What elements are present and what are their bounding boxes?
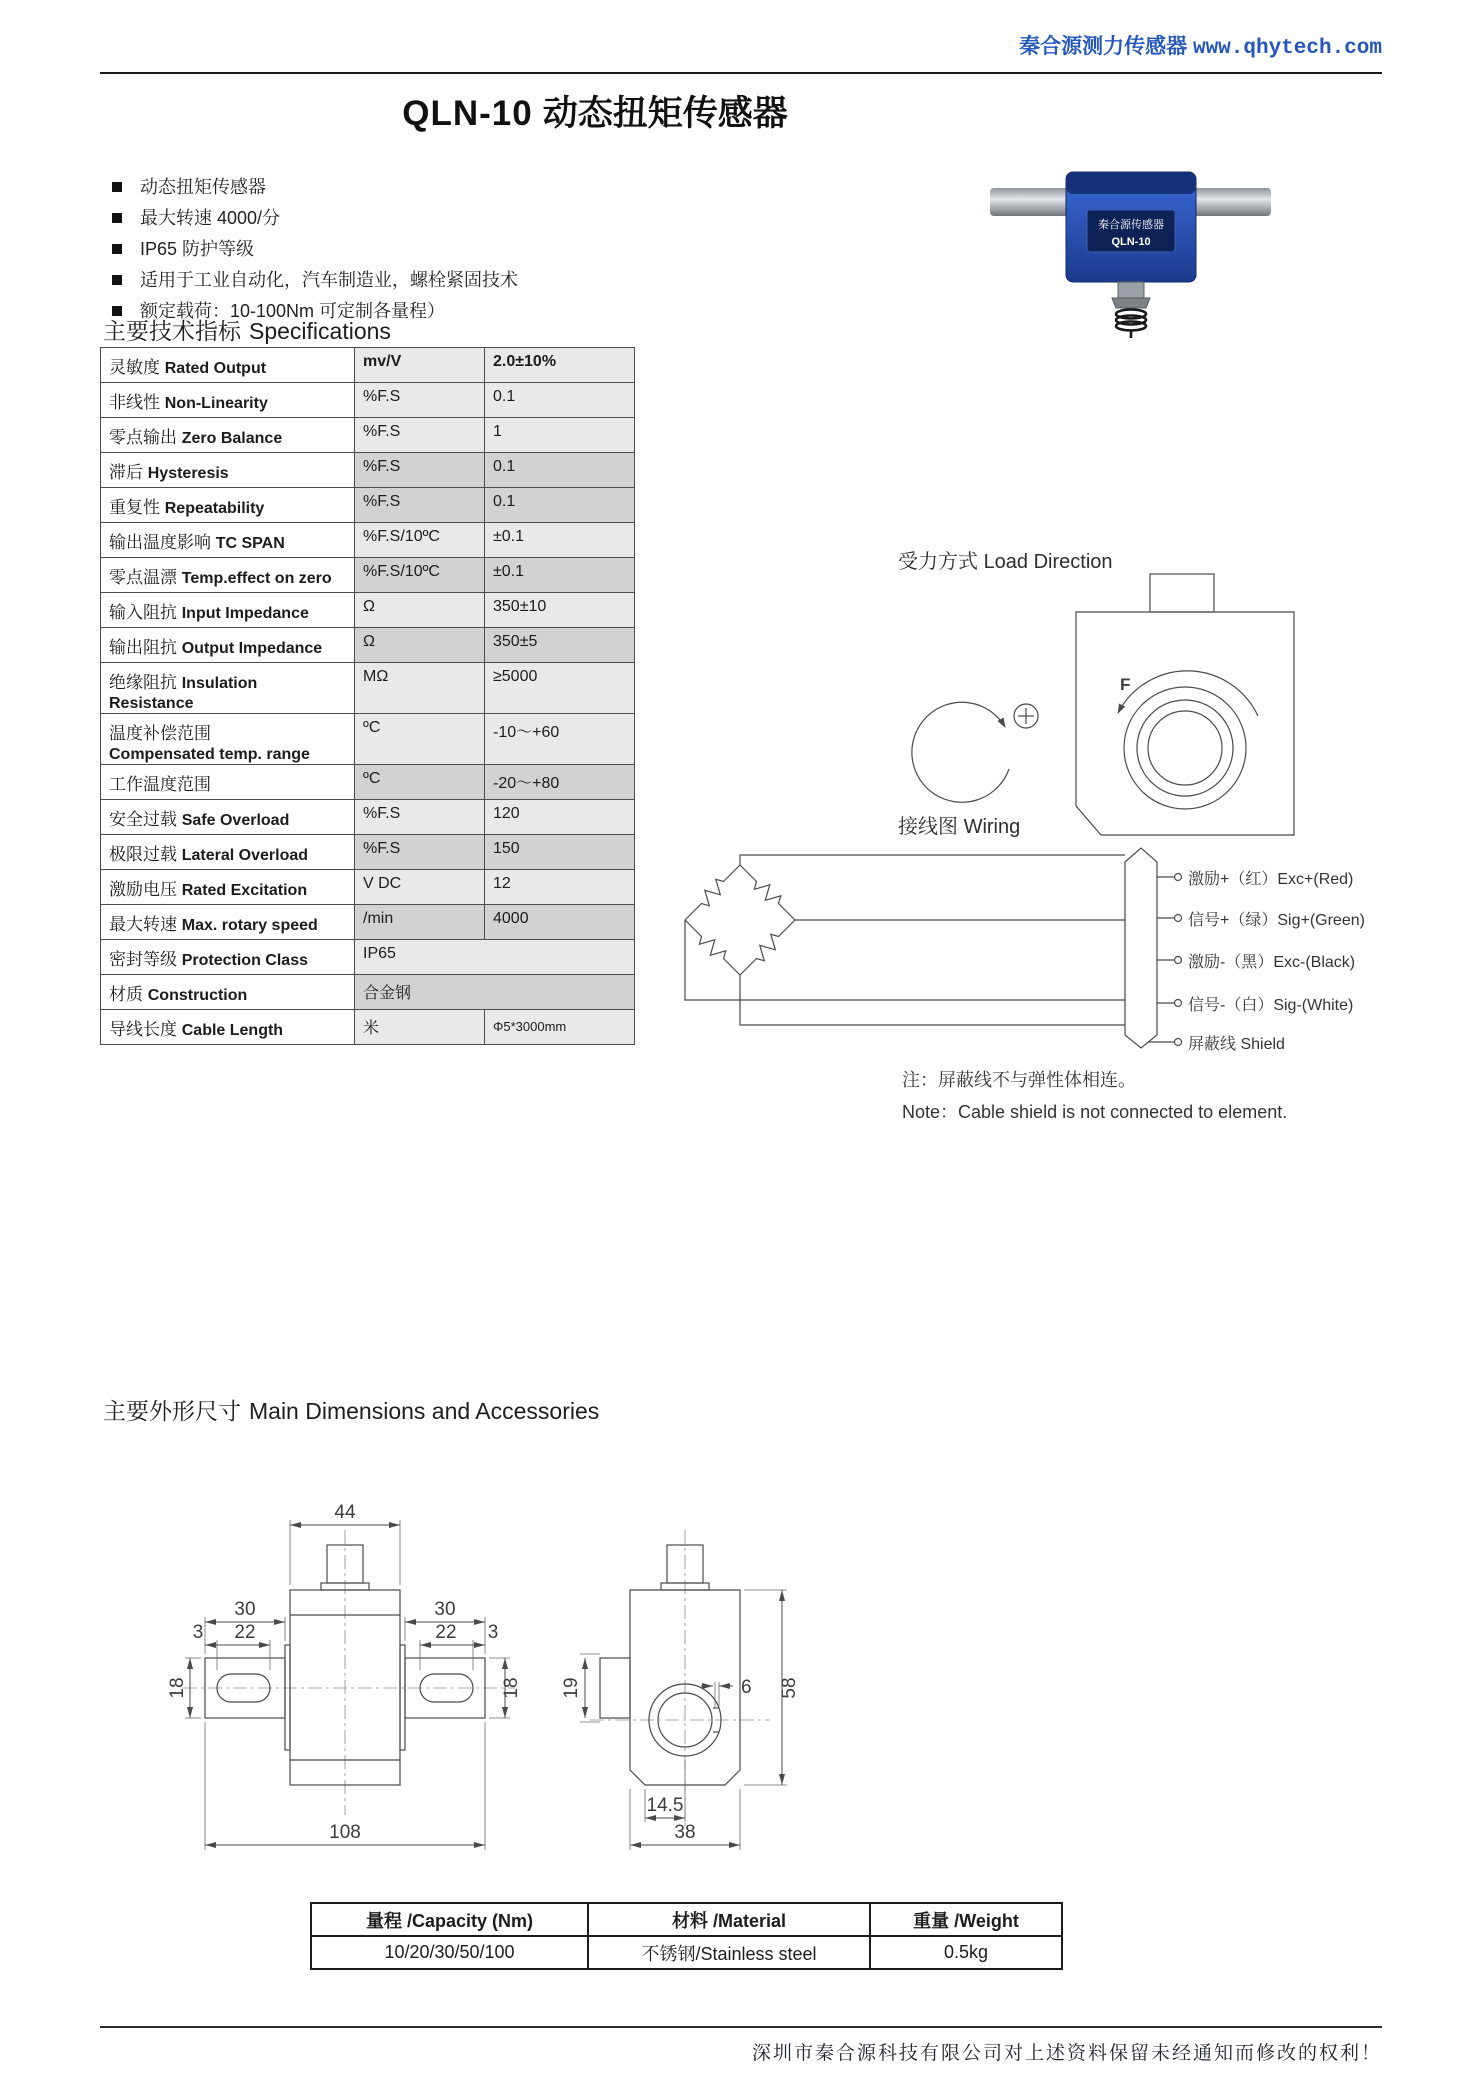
spec-label-zh: 安全过载 — [109, 810, 177, 829]
spec-unit-cell: MΩ — [355, 663, 485, 714]
spec-label-cell — [101, 663, 355, 714]
dim-front-width: 44 — [334, 1502, 356, 1523]
spec-label-cell — [101, 940, 355, 975]
spec-unit-cell: %F.S/10ºC — [355, 523, 485, 558]
spec-value-cell: 120 — [485, 800, 635, 835]
wiring-note-en: Note：Cable shield is not connected to element. — [902, 1102, 1288, 1122]
spec-unit-cell: mv/V — [355, 348, 485, 383]
spec-unit-cell: %F.S/10ºC — [355, 558, 485, 593]
spec-row — [101, 940, 635, 975]
spec-label-en: Rated Excitation — [181, 882, 308, 899]
spec-label-cell — [101, 383, 355, 418]
specs-heading — [103, 313, 391, 346]
spec-label-en: Repeatability — [164, 500, 265, 517]
spec-row — [101, 488, 635, 523]
wiring-terminal-label: 信号-（白）Sig-(White) — [1188, 997, 1354, 1014]
dim-side-shaft-dia: 19 — [561, 1677, 582, 1699]
side-dimensions — [561, 1590, 800, 1845]
load-direction-heading-zh: 受力方式 — [898, 551, 978, 573]
spec-row — [101, 905, 635, 940]
spec-label-cell — [101, 765, 355, 800]
spec-label-zh: 温度补偿范围 — [109, 724, 211, 743]
sensor-cable-coil — [1116, 310, 1146, 339]
dim-side-hole-offset: 14.5 — [646, 1795, 684, 1816]
spec-unit-cell: %F.S — [355, 800, 485, 835]
spec-label-en: Lateral Overload — [181, 847, 309, 864]
spec-value-cell: 4000 — [485, 905, 635, 940]
spec-label-zh: 激励电压 — [109, 880, 177, 899]
spec-label-cell — [101, 835, 355, 870]
spec-row — [101, 975, 635, 1010]
spec-label-cell — [101, 905, 355, 940]
feature-item — [112, 172, 518, 203]
spec-label-en: Non-Linearity — [164, 395, 268, 412]
capacity-header-cell: 材料 /Material — [588, 1903, 870, 1936]
spec-value-cell: ±0.1 — [485, 523, 635, 558]
spec-value-cell: Φ5*3000mm — [485, 1010, 635, 1045]
spec-unit-cell: /min — [355, 905, 485, 940]
square-bullet-icon — [112, 182, 122, 192]
spec-label-zh: 重复性 — [109, 498, 160, 517]
wiring-terminal-label: 激励+（红）Exc+(Red) — [1188, 871, 1354, 888]
spec-label-cell — [101, 453, 355, 488]
spec-row — [101, 628, 635, 663]
dimensions-heading-en: Main Dimensions and Accessories — [249, 1398, 600, 1424]
dim-front-right-edge: 3 — [487, 1622, 499, 1643]
page-title — [100, 86, 1090, 136]
dim-side-key-width: 6 — [741, 1677, 752, 1698]
spec-row — [101, 1010, 635, 1045]
spec-unit-cell: 米 — [355, 1010, 485, 1045]
feature-item — [112, 203, 518, 234]
spec-label-cell — [101, 800, 355, 835]
wiring-heading-en: Wiring — [963, 816, 1021, 838]
spec-label-en: Compensated temp. range — [109, 746, 310, 763]
wiring-schematic — [670, 840, 1186, 1055]
spec-label-en: TC SPAN — [215, 535, 285, 552]
load-direction-heading-en: Load Direction — [983, 551, 1113, 573]
sensor-label-model: QLN-10 — [1111, 236, 1151, 248]
spec-unit-cell: IP65 — [355, 940, 635, 975]
spec-label-en: Zero Balance — [181, 430, 283, 447]
spec-label-zh: 密封等级 — [109, 950, 177, 969]
spec-row — [101, 383, 635, 418]
spec-row — [101, 593, 635, 628]
spec-value-cell: ≥5000 — [485, 663, 635, 714]
feature-text: 额定载荷：10-100Nm 可定制各量程） — [140, 301, 446, 321]
spec-value-cell: 0.1 — [485, 453, 635, 488]
spec-label-cell — [101, 523, 355, 558]
spec-unit-cell: %F.S — [355, 453, 485, 488]
feature-text: 适用于工业自动化，汽车制造业，螺栓紧固技术 — [140, 270, 518, 290]
spec-row — [101, 558, 635, 593]
spec-label-zh: 工作温度范围 — [109, 775, 211, 794]
dimensions-heading-zh: 主要外形尺寸 — [103, 1398, 241, 1424]
terminal-stubs — [1148, 874, 1182, 1046]
specs-heading-en: Specifications — [249, 318, 391, 344]
spec-label-zh: 输入阻抗 — [109, 603, 177, 622]
spec-label-en: Output Impedance — [181, 640, 323, 657]
side-view-drawing — [555, 1430, 815, 1870]
spec-label-en: Safe Overload — [181, 812, 290, 829]
wiring-terminal-label: 激励-（黑）Exc-(Black) — [1188, 954, 1356, 971]
spec-label-zh: 最大转速 — [109, 915, 177, 934]
capacity-header-cell: 量程 /Capacity (Nm) — [311, 1903, 588, 1936]
feature-text: 最大转速 4000/分 — [140, 208, 281, 228]
dim-front-left-edge: 3 — [192, 1622, 204, 1643]
feature-text: 动态扭矩传感器 — [140, 177, 266, 197]
spec-label-zh: 非线性 — [109, 393, 160, 412]
spec-label-cell — [101, 488, 355, 523]
dim-front-right-dia: 18 — [501, 1677, 522, 1699]
wiring-note-zh: 注：屏蔽线不与弹性体相连。 — [902, 1070, 1136, 1090]
torque-plus-icon — [1014, 704, 1038, 728]
spec-label-cell — [101, 1010, 355, 1045]
spec-label-zh: 零点输出 — [109, 428, 177, 447]
spec-row — [101, 663, 635, 714]
front-view-drawing — [165, 1430, 545, 1870]
header-rule — [100, 72, 1382, 74]
spec-label-cell — [101, 558, 355, 593]
capacity-value-row — [311, 1936, 1062, 1969]
specs-heading-zh: 主要技术指标 — [103, 318, 241, 344]
spec-unit-cell: ºC — [355, 765, 485, 800]
dim-front-left-key: 22 — [234, 1622, 256, 1643]
bridge-wires — [685, 855, 1125, 1025]
square-bullet-icon — [112, 244, 122, 254]
sensor-connector — [1118, 282, 1144, 298]
front-dimensions — [167, 1502, 522, 1845]
spec-label-en: Cable Length — [181, 1022, 284, 1039]
feature-item — [112, 265, 518, 296]
side-body-outline — [600, 1545, 740, 1785]
spec-label-en: Input Impedance — [181, 605, 309, 622]
spec-unit-cell: %F.S — [355, 488, 485, 523]
spec-label-en: Rated Output — [164, 360, 267, 377]
footer-disclaimer: 深圳市秦合源科技有限公司对上述资料保留未经通知而修改的权利！ — [751, 2042, 1382, 2064]
spec-row — [101, 800, 635, 835]
spec-unit-cell: %F.S — [355, 418, 485, 453]
dim-front-total: 108 — [329, 1822, 361, 1843]
spec-label-cell — [101, 348, 355, 383]
feature-list — [112, 172, 518, 327]
spec-value-cell: ±0.1 — [485, 558, 635, 593]
spec-label-cell — [101, 975, 355, 1010]
brand-site-url: www.qhytech.com — [1192, 37, 1382, 60]
spec-unit-cell: Ω — [355, 593, 485, 628]
spec-label-en: Insulation Resistance — [109, 675, 258, 712]
wiring-terminal-label: 信号+（绿）Sig+(Green) — [1188, 912, 1365, 929]
spec-label-en: Protection Class — [181, 952, 308, 969]
wiring-heading — [898, 810, 1020, 839]
wiring-heading-zh: 接线图 — [898, 816, 958, 838]
spec-label-zh: 滞后 — [109, 463, 143, 482]
sensor-body-top — [1066, 172, 1196, 194]
spec-value-cell: 1 — [485, 418, 635, 453]
spec-row — [101, 523, 635, 558]
spec-value-cell: -20～+80 — [485, 765, 635, 800]
spec-unit-cell: Ω — [355, 628, 485, 663]
spec-label-zh: 输出温度影响 — [109, 533, 211, 552]
spec-value-cell: 0.1 — [485, 488, 635, 523]
spec-row — [101, 714, 635, 765]
product-photo — [988, 158, 1273, 338]
square-bullet-icon — [112, 275, 122, 285]
feature-item — [112, 234, 518, 265]
spec-label-cell — [101, 418, 355, 453]
spec-row — [101, 418, 635, 453]
dim-front-left-dia: 18 — [167, 1677, 188, 1699]
dimensions-heading — [103, 1393, 599, 1426]
spec-label-cell — [101, 714, 355, 765]
spec-table — [100, 347, 635, 1045]
wheatstone-bridge — [685, 865, 795, 975]
spec-row — [101, 835, 635, 870]
sensor-nut — [1112, 298, 1150, 308]
spec-value-cell: -10～+60 — [485, 714, 635, 765]
cable-bundle — [1125, 848, 1157, 1048]
rotation-arrow — [912, 702, 1009, 802]
spec-value-cell: 350±5 — [485, 628, 635, 663]
spec-label-zh: 输出阻抗 — [109, 638, 177, 657]
spec-table-body — [101, 348, 635, 1045]
spec-unit-cell: V DC — [355, 870, 485, 905]
spec-unit-cell: %F.S — [355, 835, 485, 870]
spec-unit-cell: 合金钢 — [355, 975, 635, 1010]
spec-unit-cell: ºC — [355, 714, 485, 765]
model-number: QLN-10 — [402, 94, 533, 133]
sensor-label-brand: 秦合源传感器 — [1098, 219, 1164, 231]
capacity-header-cell: 重量 /Weight — [870, 1903, 1062, 1936]
capacity-value-cell: 不锈钢/Stainless steel — [588, 1936, 870, 1969]
dim-side-height: 58 — [779, 1677, 800, 1699]
spec-value-cell: 12 — [485, 870, 635, 905]
capacity-value-cell: 0.5kg — [870, 1936, 1062, 1969]
load-direction-diagram — [880, 560, 1320, 850]
spec-value-cell: 350±10 — [485, 593, 635, 628]
spec-label-en: Max. rotary speed — [181, 917, 318, 934]
spec-unit-cell: %F.S — [355, 383, 485, 418]
square-bullet-icon — [112, 213, 122, 223]
capacity-table — [310, 1902, 1063, 1970]
force-label: F — [1120, 675, 1131, 694]
front-extension-lines — [185, 1520, 510, 1850]
footer-rule — [100, 2026, 1382, 2028]
spec-value-cell: 0.1 — [485, 383, 635, 418]
spec-label-cell — [101, 870, 355, 905]
spec-row — [101, 348, 635, 383]
brand-name: 秦合源测力传感器 — [1019, 35, 1188, 58]
spec-label-en: Construction — [147, 987, 248, 1004]
spec-row — [101, 870, 635, 905]
spec-value-cell: 150 — [485, 835, 635, 870]
spec-label-zh: 材质 — [109, 985, 143, 1004]
spec-label-zh: 灵敏度 — [109, 358, 160, 377]
dim-front-right-len: 30 — [434, 1599, 456, 1620]
spec-row — [101, 453, 635, 488]
spec-label-zh: 极限过载 — [109, 845, 177, 864]
dim-front-right-key: 22 — [435, 1622, 457, 1643]
sensor-front-sketch — [1076, 574, 1294, 835]
capacity-header-row — [311, 1903, 1062, 1936]
capacity-value-cell: 10/20/30/50/100 — [311, 1936, 588, 1969]
header-brand-line — [100, 30, 1382, 60]
spec-value-cell: 2.0±10% — [485, 348, 635, 383]
spec-label-cell — [101, 628, 355, 663]
spec-label-cell — [101, 593, 355, 628]
spec-label-zh: 绝缘阻抗 — [109, 673, 177, 692]
spec-label-en: Temp.effect on zero — [181, 570, 332, 587]
wiring-diagram — [670, 840, 1470, 1055]
spec-row — [101, 765, 635, 800]
wiring-terminal-label: 屏蔽线 Shield — [1188, 1036, 1285, 1053]
feature-text: IP65 防护等级 — [140, 239, 255, 259]
spec-label-en: Hysteresis — [147, 465, 229, 482]
force-arc-arrow — [1118, 671, 1258, 716]
product-name: 动态扭矩传感器 — [542, 94, 788, 133]
dim-side-depth: 38 — [674, 1822, 696, 1843]
dim-front-left-len: 30 — [234, 1599, 256, 1620]
spec-label-zh: 导线长度 — [109, 1020, 177, 1039]
spec-label-zh: 零点温漂 — [109, 568, 177, 587]
